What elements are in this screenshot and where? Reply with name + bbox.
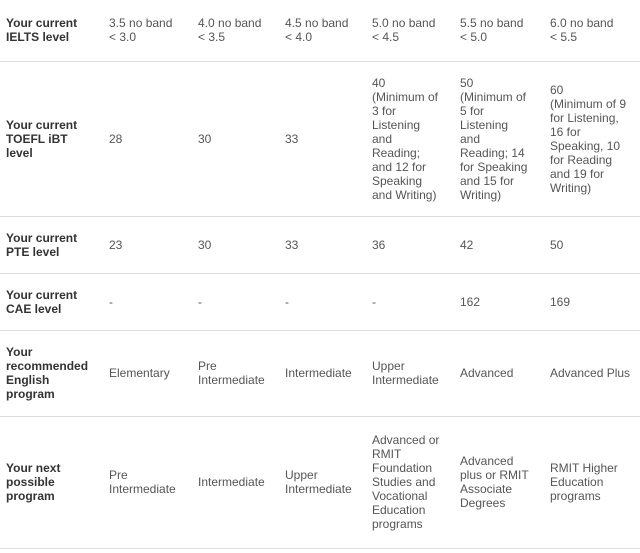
table-cell: 30 xyxy=(192,61,279,216)
table-cell: Pre Intermediate xyxy=(192,330,279,416)
table-cell: 33 xyxy=(279,61,366,216)
table-cell: 5.0 no band < 4.5 xyxy=(366,0,454,61)
table-cell: 50 (Minimum of 5 for Listening and Reading; 14 for Speaking and 15 for Writing) xyxy=(454,61,544,216)
table-row-ielts xyxy=(0,0,640,61)
table-cell: Advanced plus or RMIT Associate Degrees xyxy=(454,416,544,548)
table-cell: 50 xyxy=(544,216,640,273)
table-cell: 6.0 no band < 5.5 xyxy=(544,0,640,61)
table-cell: - xyxy=(279,273,366,330)
table-cell: 33 xyxy=(279,216,366,273)
table-cell: Elementary xyxy=(103,330,192,416)
row-header-toefl: Your current TOEFL iBT level xyxy=(0,61,103,216)
row-header-ielts: Your current IELTS level xyxy=(0,0,103,61)
table-row-pte xyxy=(0,216,640,273)
table-cell: 30 xyxy=(192,216,279,273)
table-row-recommended-program xyxy=(0,330,640,416)
table-cell: 36 xyxy=(366,216,454,273)
table-cell: 28 xyxy=(103,61,192,216)
row-header-cae: Your current CAE level xyxy=(0,273,103,330)
table-cell: Advanced xyxy=(454,330,544,416)
table-cell: Advanced Plus xyxy=(544,330,640,416)
table-cell: 40 (Minimum of 3 for Listening and Reading; and 12 for Speaking and Writing) xyxy=(366,61,454,216)
table-cell: 23 xyxy=(103,216,192,273)
table-cell: 3.5 no band < 3.0 xyxy=(103,0,192,61)
table-cell: Advanced or RMIT Foundation Studies and Vocational Education programs xyxy=(366,416,454,548)
table-cell: 4.0 no band < 3.5 xyxy=(192,0,279,61)
table-cell: Intermediate xyxy=(279,330,366,416)
row-header-pte: Your current PTE level xyxy=(0,216,103,273)
table-row-next-program xyxy=(0,416,640,548)
table-cell: 4.5 no band < 4.0 xyxy=(279,0,366,61)
table-cell: 60 (Minimum of 9 for Listening, 16 for Speaking, 10 for Reading and 19 for Writing) xyxy=(544,61,640,216)
table-row-cae xyxy=(0,273,640,330)
table-cell: 42 xyxy=(454,216,544,273)
table-cell: Pre Intermediate xyxy=(103,416,192,548)
table-cell: - xyxy=(103,273,192,330)
table-cell: Upper Intermediate xyxy=(279,416,366,548)
table-cell: Intermediate xyxy=(192,416,279,548)
row-header-next-program: Your next possible program xyxy=(0,416,103,548)
table-cell: RMIT Higher Education programs xyxy=(544,416,640,548)
table-cell: 5.5 no band < 5.0 xyxy=(454,0,544,61)
table-cell: 162 xyxy=(454,273,544,330)
table-row-toefl xyxy=(0,61,640,216)
table-cell: - xyxy=(366,273,454,330)
table-cell: Upper Intermediate xyxy=(366,330,454,416)
table-cell: 169 xyxy=(544,273,640,330)
table-cell: - xyxy=(192,273,279,330)
row-header-recommended-program: Your recommended English program xyxy=(0,330,103,416)
